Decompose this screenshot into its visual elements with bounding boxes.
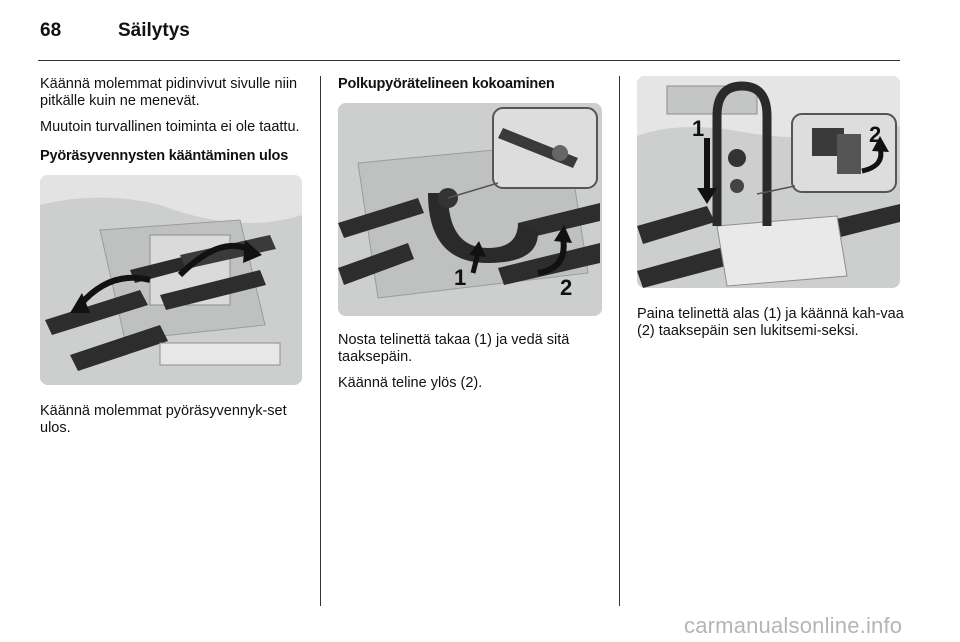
caption: Paina telinettä alas (1) ja käännä kah-vaa (2) taaksepäin sen lukitsemi-seksi. [637,306,904,339]
section-heading: Polkupyörätelineen kokoaminen [338,76,555,92]
callout-label: 1 [692,116,705,141]
header-rule [38,60,900,61]
column-divider [619,76,620,606]
caption: Käännä molemmat pyöräsyvennyk-set ulos. [40,403,287,436]
page-number: 68 [40,20,62,41]
column-1 [40,76,306,446]
illustration-wheel-trays [40,175,302,385]
paragraph: Muutoin turvallinen toiminta ei ole taattu. [40,119,300,135]
column-3 [637,76,905,349]
column-2 [338,76,606,401]
caption: Käännä teline ylös (2). [338,375,483,391]
illustration-lift-rack [338,103,602,316]
watermark: carmanualsonline.info [684,613,903,638]
callout-label: 2 [869,122,882,147]
section-heading: Pyöräsyvennysten kääntäminen ulos [40,148,289,164]
page-title: Säilytys [118,20,190,41]
callout-label: 1 [454,265,467,290]
paragraph: Käännä molemmat pidinvivut sivulle niin pitkälle kuin ne menevät. [40,76,298,109]
caption: Nosta telinettä takaa (1) ja vedä sitä taaksepäin. [338,332,570,365]
column-divider [320,76,321,606]
callout-label: 2 [560,275,573,300]
illustration-lock-rack [637,76,900,288]
